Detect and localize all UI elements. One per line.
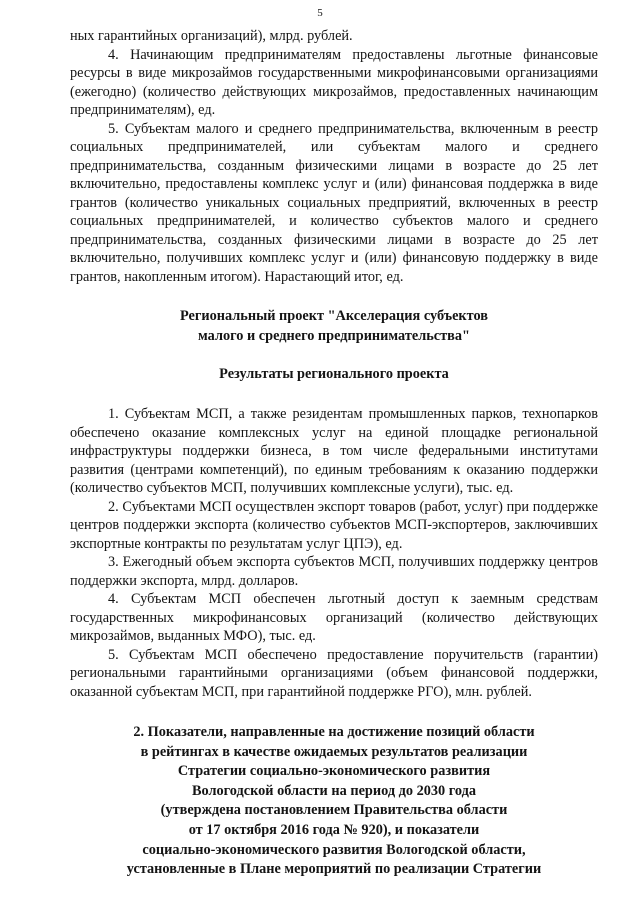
project-title-line-1: Региональный проект "Акселерация субъектов [179, 308, 489, 324]
section-2-heading [70, 723, 598, 880]
paragraph-continuation: ных гарантийных организаций), млрд. рублей. [70, 28, 353, 44]
paragraph-item-5: 5. Субъектам малого и среднего предпринимательства, включенным в реестр социальных предпринимателей, или субъектам малого и среднего предпринимательства, созданным физическими лицами в возрасте до 25 лет включительно, предоставлены комплекс услуг и (или) финансовая поддержка в виде грантов (количество уникальных социальных предприятий, включенных в реестр социальных предпринимателей, и количество субъектов малого и среднего предпринимательства, созданных физическими лицами в возрасте до 25 лет включительно, получивших комплекс услуг и (или) финансовую поддержку в виде грантов, накопленным итогом). Нарастающий итог, ед. [70, 120, 598, 285]
section-2-line: (утверждена постановлением Правительства области [160, 802, 508, 819]
paragraph-item-4: 4. Начинающим предпринимателям предоставлены льготные финансовые ресурсы в виде микрозаймов государственными микрофинансовыми организациями (ежегодно) (количество действующих микрозаймов, предоставленных начинающим предпринимателям), ед. [70, 46, 598, 118]
page-number: 5 [317, 7, 323, 19]
section-2-line: социально-экономического развития Вологодской области, [142, 841, 526, 858]
section-2-line: 2. Показатели, направленные на достижение позиций области [133, 724, 535, 740]
result-item-3: 3. Ежегодный объем экспорта субъектов МСП, получивших поддержку центров поддержки экспорта, млрд. долларов. [70, 554, 598, 589]
section-2-line: установленные в Плане мероприятий по реализации Стратегии [126, 861, 542, 878]
result-item-2: 2. Субъектами МСП осуществлен экспорт товаров (работ, услуг) при поддержке центров поддержки экспорта (количество субъектов МСП-экспортеров, заключивших экспортные контракты по результатам услуг ЦПЭ), ед. [70, 498, 598, 552]
document-body [70, 27, 598, 880]
section-2-line: от 17 октября 2016 года № 920), и показатели [188, 821, 480, 838]
section-2-line: Вологодской области на период до 2030 года [191, 782, 477, 799]
section-2-line: в рейтингах в качестве ожидаемых результатов реализации [140, 743, 528, 760]
section-2-line: Стратегии социально-экономического развития [177, 763, 491, 780]
result-item-4: 4. Субъектам МСП обеспечен льготный доступ к заемным средствам государственных микрофинансовых организаций (количество действующих микрозаймов, выданных МФО), тыс. ед. [70, 591, 598, 644]
result-item-1: 1. Субъектам МСП, а также резидентам промышленных парков, технопарков обеспечено оказание комплексных услуг на единой площадке региональной инфраструктуры поддержки бизнеса, в том числе федеральными институтами развития (центрами компетенций), по единым требованиям к оказанию поддержки (количество субъектов МСП, получивших комплексные услуги), тыс. ед. [70, 406, 598, 496]
project-title [70, 306, 598, 346]
result-item-5: 5. Субъектам МСП обеспечено предоставление поручительств (гарантии) региональными гарантийными организациями (объем финансовой поддержки, оказанной субъектам МСП, при гарантийной поддержке РГО), млн. рублей. [70, 646, 598, 700]
results-heading: Результаты регионального проекта [219, 366, 449, 382]
project-title-line-2: малого и среднего предпринимательства" [198, 328, 470, 344]
